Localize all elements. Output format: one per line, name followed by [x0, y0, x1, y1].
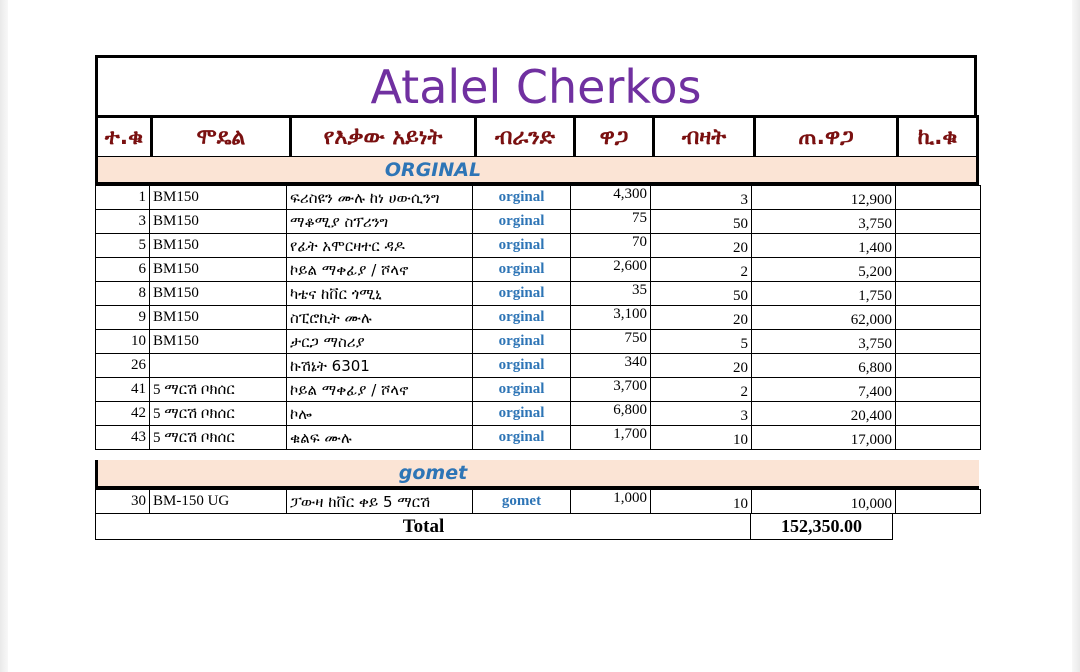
quantity-cell: 50 — [651, 210, 752, 234]
page-shadow-left — [0, 0, 8, 672]
model-cell: BM150 — [150, 186, 287, 210]
brand-cell: orginal — [473, 210, 571, 234]
price-cell: 1,000 — [571, 490, 651, 514]
shelf-number-cell — [896, 354, 981, 378]
item-number-cell: 5 — [96, 234, 150, 258]
table-row — [96, 186, 981, 210]
table-row — [96, 210, 981, 234]
table-row — [96, 378, 981, 402]
item-number-cell: 8 — [96, 282, 150, 306]
item-number-cell: 1 — [96, 186, 150, 210]
item-type-cell: ካቴና ከቨር ጎሚኒ — [287, 282, 473, 306]
table-row — [96, 490, 981, 514]
item-number-cell: 43 — [96, 426, 150, 450]
item-type-cell: ስፒሮኪት ሙሉ — [287, 306, 473, 330]
price-cell: 70 — [571, 234, 651, 258]
header-model: ሞዴል — [150, 118, 289, 156]
item-number-cell: 30 — [96, 490, 150, 514]
quantity-cell: 50 — [651, 282, 752, 306]
brand-cell: orginal — [473, 378, 571, 402]
table-row — [96, 258, 981, 282]
header-item-type: የእቃው አይነት — [289, 118, 474, 156]
grand-total-value: 152,350.00 — [750, 514, 892, 539]
item-type-cell: ፍሪስዩን ሙሉ ከነ ሀውሲንግ — [287, 186, 473, 210]
item-number-cell: 9 — [96, 306, 150, 330]
shelf-number-cell — [896, 306, 981, 330]
page-shadow-right — [1072, 0, 1080, 672]
model-cell: BM150 — [150, 282, 287, 306]
item-type-cell: ኩሽኔት 6301 — [287, 354, 473, 378]
price-cell: 3,100 — [571, 306, 651, 330]
item-number-cell: 10 — [96, 330, 150, 354]
section-header-original — [95, 157, 979, 185]
item-type-cell: ታርጋ ማስሪያ — [287, 330, 473, 354]
section-header-gomet — [95, 460, 979, 489]
item-number-cell: 41 — [96, 378, 150, 402]
line-total-cell: 12,900 — [752, 186, 896, 210]
price-cell: 750 — [571, 330, 651, 354]
item-type-cell: ፓውዛ ከቨር ቀይ 5 ማርሽ — [287, 490, 473, 514]
line-total-cell: 7,400 — [752, 378, 896, 402]
item-type-cell: ኮሎ — [287, 402, 473, 426]
price-cell: 340 — [571, 354, 651, 378]
section-label: gomet — [398, 462, 468, 484]
item-number-cell: 26 — [96, 354, 150, 378]
quantity-cell: 10 — [651, 426, 752, 450]
model-cell — [150, 354, 287, 378]
table-row — [96, 426, 981, 450]
price-cell: 75 — [571, 210, 651, 234]
line-total-cell: 6,800 — [752, 354, 896, 378]
document-title: Atalel Cherkos — [95, 55, 977, 115]
gomet-items-table — [95, 489, 981, 514]
shelf-number-cell — [896, 426, 981, 450]
table-row — [96, 282, 981, 306]
brand-cell: orginal — [473, 186, 571, 210]
table-row — [96, 354, 981, 378]
model-cell: BM150 — [150, 210, 287, 234]
header-quantity: ብዛት — [652, 118, 753, 156]
shelf-number-cell — [896, 282, 981, 306]
price-cell: 2,600 — [571, 258, 651, 282]
quantity-cell: 20 — [651, 354, 752, 378]
model-cell: BM150 — [150, 306, 287, 330]
brand-cell: orginal — [473, 234, 571, 258]
quantity-cell: 2 — [651, 258, 752, 282]
original-items-table — [95, 185, 981, 450]
total-label: Total — [402, 515, 445, 537]
brand-cell: orginal — [473, 426, 571, 450]
brand-cell: orginal — [473, 402, 571, 426]
brand-cell: orginal — [473, 330, 571, 354]
item-type-cell: ማቆሚያ ስፕሪንግ — [287, 210, 473, 234]
brand-cell: orginal — [473, 258, 571, 282]
item-number-cell: 42 — [96, 402, 150, 426]
shelf-number-cell — [896, 258, 981, 282]
shelf-number-cell — [896, 210, 981, 234]
quantity-cell: 10 — [651, 490, 752, 514]
header-total-price: ጠ.ዋጋ — [753, 118, 896, 156]
shelf-number-cell — [896, 378, 981, 402]
header-brand: ብራንድ — [474, 118, 573, 156]
shelf-number-cell — [896, 490, 981, 514]
shelf-number-cell — [896, 186, 981, 210]
model-cell: BM-150 UG — [150, 490, 287, 514]
price-cell: 1,700 — [571, 426, 651, 450]
price-cell: 35 — [571, 282, 651, 306]
item-type-cell: ኮይል ማቀፊያ / ሾላኖ — [287, 258, 473, 282]
quantity-cell: 3 — [651, 402, 752, 426]
model-cell: BM150 — [150, 330, 287, 354]
table-row — [96, 234, 981, 258]
item-type-cell: ቁልፍ ሙሉ — [287, 426, 473, 450]
line-total-cell: 1,400 — [752, 234, 896, 258]
model-cell: 5 ማርሽ ቦክሰር — [150, 426, 287, 450]
line-total-cell: 17,000 — [752, 426, 896, 450]
header-shelf-number: ኪ.ቁ — [896, 118, 976, 156]
brand-cell: orginal — [473, 282, 571, 306]
quantity-cell: 20 — [651, 234, 752, 258]
item-type-cell: ኮይል ማቀፊያ / ሾላኖ — [287, 378, 473, 402]
shelf-number-cell — [896, 330, 981, 354]
item-number-cell: 6 — [96, 258, 150, 282]
line-total-cell: 5,200 — [752, 258, 896, 282]
price-cell: 6,800 — [571, 402, 651, 426]
line-total-cell: 62,000 — [752, 306, 896, 330]
brand-cell: orginal — [473, 354, 571, 378]
quantity-cell: 5 — [651, 330, 752, 354]
shelf-number-cell — [896, 402, 981, 426]
item-number-cell: 3 — [96, 210, 150, 234]
quantity-cell: 20 — [651, 306, 752, 330]
table-row — [96, 402, 981, 426]
brand-cell: gomet — [473, 490, 571, 514]
model-cell: BM150 — [150, 258, 287, 282]
shelf-number-cell — [896, 234, 981, 258]
section-label: ORGINAL — [384, 158, 482, 181]
header-item-number: ተ.ቁ — [104, 124, 144, 150]
line-total-cell: 1,750 — [752, 282, 896, 306]
header-price: ዋጋ — [573, 118, 652, 156]
quantity-cell: 2 — [651, 378, 752, 402]
line-total-cell: 3,750 — [752, 210, 896, 234]
table-header-row — [95, 115, 979, 159]
line-total-cell: 3,750 — [752, 330, 896, 354]
model-cell: 5 ማርሽ ቦክሰር — [150, 378, 287, 402]
brand-cell: orginal — [473, 306, 571, 330]
model-cell: BM150 — [150, 234, 287, 258]
table-row — [96, 306, 981, 330]
quantity-cell: 3 — [651, 186, 752, 210]
line-total-cell: 20,400 — [752, 402, 896, 426]
total-row — [95, 513, 893, 540]
item-type-cell: የፊት አሞርዛተር ዳዶ — [287, 234, 473, 258]
table-row — [96, 330, 981, 354]
price-cell: 3,700 — [571, 378, 651, 402]
model-cell: 5 ማርሽ ቦክሰር — [150, 402, 287, 426]
line-total-cell: 10,000 — [752, 490, 896, 514]
price-cell: 4,300 — [571, 186, 651, 210]
